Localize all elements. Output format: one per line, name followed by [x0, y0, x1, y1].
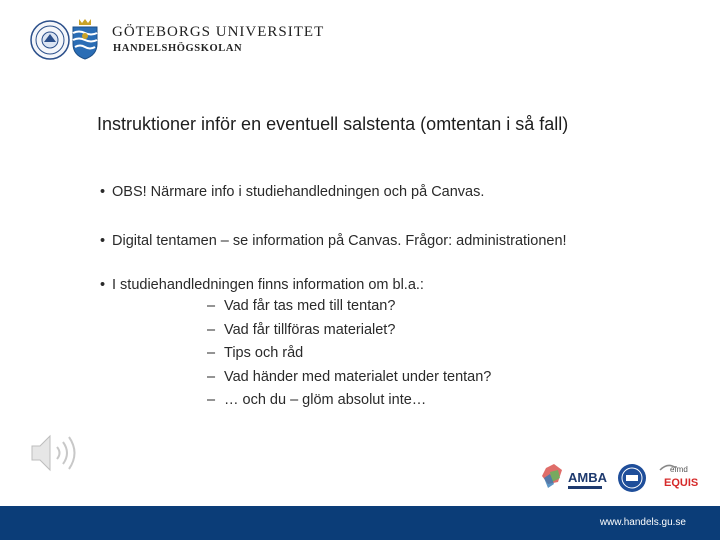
- university-header: [30, 16, 325, 66]
- audio-speaker-icon[interactable]: [28, 430, 84, 476]
- sub-item-text: … och du – glöm absolut inte…: [224, 392, 427, 408]
- svg-text:AMBA: AMBA: [568, 470, 607, 485]
- footer-url-link[interactable]: www.handels.gu.se: [599, 517, 686, 528]
- sub-item: – Vad får tillföras materialet?: [207, 322, 396, 338]
- sub-item: – … och du – glöm absolut inte…: [207, 392, 427, 408]
- sub-item: – Vad får tas med till tentan?: [207, 298, 396, 314]
- bullet-dot-icon: •: [100, 233, 106, 249]
- sub-item-text: Tips och råd: [224, 345, 304, 361]
- university-crest-icon: [70, 16, 100, 60]
- bullet-dot-icon: •: [100, 184, 106, 200]
- sub-item-text: Vad händer med materialet under tentan?: [224, 369, 492, 385]
- bullet-text: I studiehandledningen finns information om bl.a.:: [112, 277, 424, 293]
- bullet-dot-icon: •: [100, 277, 106, 293]
- sub-item-text: Vad får tas med till tentan?: [224, 298, 396, 314]
- bullet-text: Digital tentamen – se information på Canvas. Frågor: administrationen!: [112, 233, 567, 249]
- bullet-item: [100, 277, 424, 293]
- svg-text:EQUIS: EQUIS: [664, 477, 699, 489]
- bullet-item: [100, 184, 484, 200]
- university-name: GÖTEBORGS UNIVERSITET: [112, 24, 325, 40]
- school-name: HANDELSHÖGSKOLAN: [113, 43, 243, 54]
- bullet-item: [100, 233, 567, 249]
- university-seal-icon: [30, 20, 70, 60]
- sub-item-text: Vad får tillföras materialet?: [224, 322, 396, 338]
- accreditation-logos: [540, 458, 710, 498]
- equis-logo: [660, 465, 698, 489]
- slide-title: Instruktioner inför en eventuell salstenta (omtentan i så fall): [97, 114, 569, 134]
- svg-text:efmd: efmd: [670, 465, 688, 474]
- aacsb-logo: [618, 464, 646, 492]
- sub-item: – Tips och råd: [207, 345, 304, 361]
- bullet-text: OBS! Närmare info i studiehandledningen och på Canvas.: [112, 184, 485, 200]
- sub-item: – Vad händer med materialet under tentan?: [207, 369, 492, 385]
- footer-bar: [0, 506, 720, 540]
- amba-logo: [542, 464, 608, 489]
